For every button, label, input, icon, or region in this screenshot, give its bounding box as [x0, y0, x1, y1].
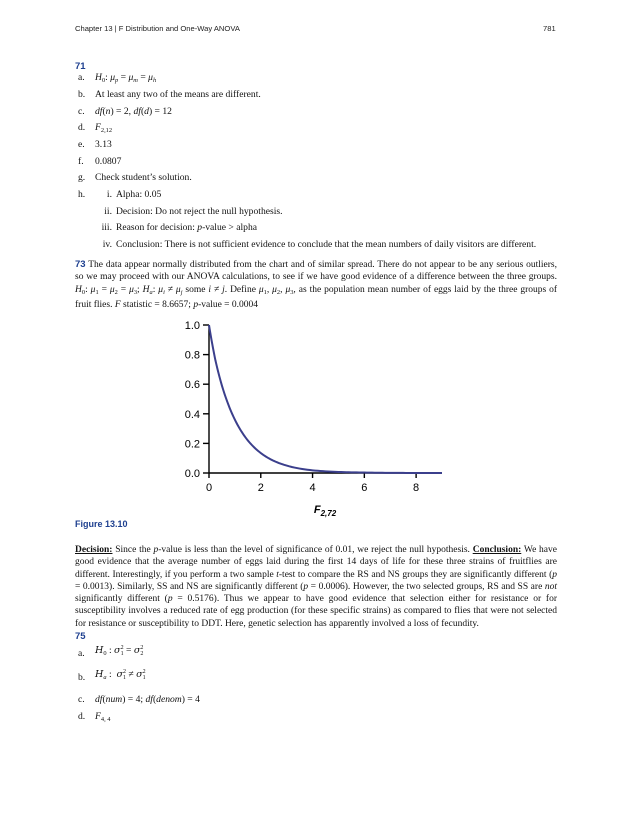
- item-g-text: Check student’s solution.: [95, 172, 192, 183]
- item-label: h.: [78, 189, 86, 200]
- f-distribution-chart: [0, 310, 630, 520]
- item-a-hypothesis: $H_0$: $\mu_p = \mu_m = \mu_h$: [95, 72, 157, 84]
- item-label: f.: [78, 156, 84, 167]
- item-a-variance-hypothesis: $H_0$ : σ 2 1 = σ 2 2: [95, 645, 144, 658]
- item-e-text: 3.13: [95, 139, 112, 150]
- subitem-i-text: Alpha: 0.05: [116, 189, 162, 200]
- item-label: e.: [78, 139, 85, 150]
- x-tick-label: 8: [413, 482, 420, 494]
- x-axis-label-main: F: [313, 504, 321, 516]
- y-tick-label: 0.2: [184, 438, 200, 451]
- subitem-iv-text: Conclusion: There is not sufficient evidence to conclude that the mean numbers of daily visitors are different.: [116, 239, 537, 250]
- y-tick-label: 0.0: [184, 468, 200, 480]
- item-f-text: 0.0807: [95, 156, 122, 167]
- x-axis-label: [314, 504, 337, 518]
- running-header: Chapter 13 | F Distribution and One-Way ANOVA: [75, 24, 240, 33]
- conclusion-label: Conclusion:: [472, 545, 522, 555]
- item-label: a.: [78, 648, 85, 659]
- item-label: g.: [78, 172, 86, 183]
- decision-label: Decision:: [75, 545, 113, 555]
- x-tick-label: 6: [361, 482, 368, 494]
- subitem-label: iv.: [102, 239, 112, 250]
- problem-number-71: 71: [75, 61, 86, 72]
- subitem-label: i.: [106, 189, 112, 200]
- f-density-curve: [209, 325, 442, 473]
- chart-ticks: [185, 320, 419, 494]
- y-tick-label: 0.4: [184, 408, 200, 421]
- decision-paragraph: Decision: Since the p-value is less than the level of significance of 0.01, we reject the null hypothesis. Conclusion: We have good evidence that the average number of eggs laid during the first 14 days of life for these three strains of fruitflies are different. Interestingly, if you perform a two sample t-test to compare the RS and NS groups they are significantly different (p = 0.0013). Similarly, SS and NS are significantly different (p = 0.0006). However, the two selected groups, RS and SS are not significantly different (p = 0.5176). Thus we appear to have good evidence that selection either for resistance or for susceptibility involves a reduced rate of egg production (for these specific strains) as compared to flies that were not selected for resistance or susceptibility to DDT. Here, genetic selection has apparently involved a loss of fecundity.: [75, 545, 557, 629]
- item-b-variance-hypothesis: $H_a$ : σ 2 1 ≠ σ 2 1: [95, 669, 146, 682]
- item-d-distribution: $F_{4, 4}$: [95, 711, 111, 723]
- item-label: b.: [78, 672, 86, 683]
- subitem-ii-text: Decision: Do not reject the null hypothesis.: [116, 206, 283, 217]
- item-label: b.: [78, 89, 86, 100]
- x-tick-label: 2: [257, 482, 264, 494]
- x-tick-label: 4: [309, 482, 316, 494]
- item-label: d.: [78, 122, 86, 133]
- item-c-df: df(n) = 2, df(d) = 12: [95, 106, 172, 117]
- y-tick-label: 0.6: [184, 379, 200, 392]
- item-label: c.: [78, 106, 85, 117]
- item-label: a.: [78, 72, 85, 83]
- subitem-label: iii.: [101, 222, 112, 233]
- item-d-distribution: $F_{2,12}$: [95, 122, 113, 134]
- figure-caption: Figure 13.10: [75, 519, 128, 529]
- y-tick-label: 0.8: [184, 349, 200, 362]
- subitem-iii-text: Reason for decision: p-value > alpha: [116, 222, 258, 233]
- x-tick-label: 0: [205, 482, 213, 494]
- y-tick-label: 1.0: [184, 320, 200, 332]
- item-label: d.: [78, 711, 86, 722]
- problem-number-73: 73: [75, 259, 86, 270]
- chart-axes: [209, 325, 442, 473]
- item-b-text: At least any two of the means are different.: [95, 89, 261, 100]
- item-label: c.: [78, 694, 85, 705]
- problem-73-paragraph: 73 The data appear normally distributed from the chart and of similar spread. There do not appear to be any serious outliers, so we may proceed with our ANOVA calculations, to see if we have good evidence of a difference between the three groups. $H_0$: $\mu_1 = \mu_2 = \mu_3$; $H_a$: $\mu_i \ne \mu_j$ some i ≠ j. Define $\mu_1$, $\mu_2$, $\mu_3$, as the population mean number of eggs laid by the three groups of fruit flies. F statistic = 8.6657; p-value = 0.0004: [75, 259, 558, 310]
- x-axis-label-sub: 2,72: [320, 509, 337, 518]
- subitem-label: ii.: [104, 206, 112, 217]
- item-c-df: df(num) = 4; df(denom) = 4: [95, 694, 200, 705]
- page-number: 781: [543, 24, 556, 33]
- problem-number-75: 75: [75, 631, 86, 642]
